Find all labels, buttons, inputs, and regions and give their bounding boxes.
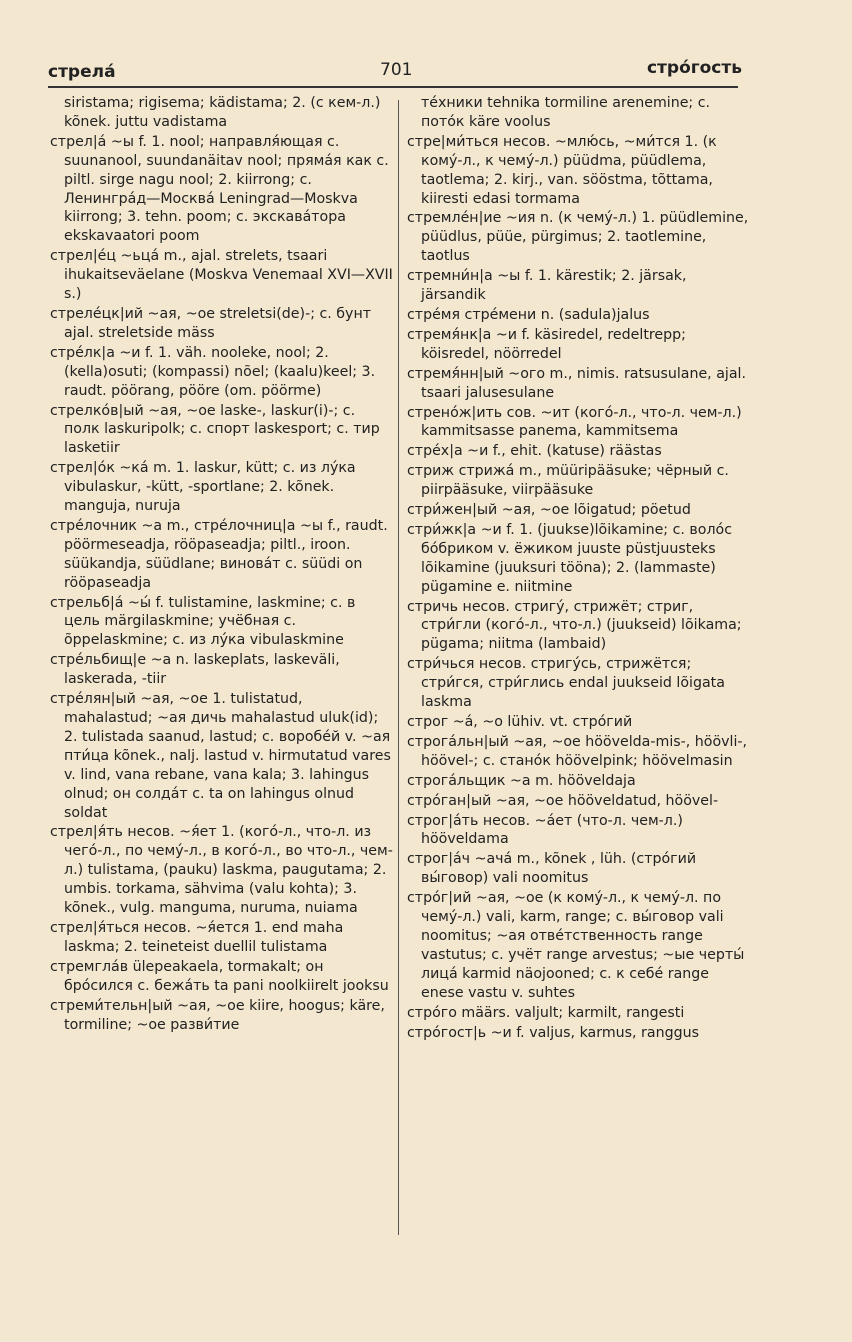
header-rule	[48, 86, 738, 88]
right-running-headword: стро́гость	[646, 58, 742, 78]
dictionary-entry: стрел|е́ц ~ьца́ m., ajal. strelets, tsaari ihukaitseväelane (Moskva Venemaal XVI—XVII s.)	[50, 248, 393, 303]
dictionary-entry: стрено́ж|ить сов. ~ит (кого́-л., что-л. чем-л.) kammitsasse panema, kammitsema	[407, 404, 742, 440]
page-number: 701	[380, 60, 413, 80]
dictionary-entry: стре́льбищ|е ~а n. laskeplats, laskeväli, laskerada, -tiir	[50, 652, 340, 688]
column-divider	[398, 100, 399, 1235]
dictionary-entry: стре́лочник ~а m., стре́лочниц|а ~ы f., raudt. pöörmeseadja, rööpaseadja; piltl., iroon. süükandja, süüdlane; винова́т с. süüdi on rööpaseadja	[50, 517, 388, 591]
left-running-headword: стрела́	[48, 62, 116, 82]
dictionary-entry: стремле́н|ие ~ия n. (к чему́-л.) 1. püüdlemine, püüdlus, püüe, pürgimus; 2. taotlemine, taotlus	[407, 210, 749, 265]
dictionary-entry: стро́ган|ый ~ая, ~ое hööveldatud, höövel-	[407, 792, 719, 809]
dictionary-entry: стремя́нк|а ~и f. käsiredel, redeltrepp; köisredel, nöörredel	[407, 326, 686, 362]
dictionary-entry: стро́гост|ь ~и f. valjus, karmus, ranggus	[407, 1024, 699, 1041]
dictionary-entry: строга́льн|ый ~ая, ~ое höövelda-mis-, höövli-, höövel-; с. стано́к höövelpink; höövelmasin	[407, 733, 748, 769]
page-header	[48, 58, 742, 88]
dictionary-entry: стре́х|а ~и f., ehit. (katuse) räästas	[407, 443, 662, 460]
dictionary-entry: стрел|а́ ~ы f. 1. nool; направля́ющая с. suunanool, suundanäitav nool; пряма́я как с. piltl. sirge nagu nool; 2. kiirrong; с. Ленингра́д—Москва́ Leningrad—Moskva kiirrong; 3. tehn. poom; с. экскава́тора ekskavaatori poom	[50, 133, 389, 245]
dictionary-entry: стрел|я́ться несов. ~я́ется 1. end maha laskma; 2. teineteist duellil tulistama	[50, 919, 344, 955]
dictionary-entry: стри́чься несов. стригу́сь, стрижётся; стри́гся, стри́глись endal juukseid lõigata laskma	[407, 656, 725, 711]
dictionary-entry: стричь несов. стригу́, стрижёт; стриг, стри́гли (кого́-л., что-л.) (juukseid) lõikama; pügama; niitma (lambaid)	[407, 598, 742, 653]
dictionary-entry: стрел|о́к ~ка́ m. 1. laskur, kütt; с. из лу́ка vibulaskur, -kütt, -sportlane; 2. kõnek. manguja, nuruja	[50, 460, 356, 515]
dictionary-entry: строга́льщик ~а m. hööveldaja	[407, 772, 636, 789]
dictionary-entry: стриж стрижа́ m., müüripääsuke; чёрный с. piirpääsuke, viirpääsuke	[407, 463, 729, 499]
dictionary-entry: стро́г|ий ~ая, ~ое (к кому́-л., к чему́-л. по чему́-л.) vali, karm, range; с. вы́говор vali noomitus; ~ая отве́тственность range vastutus; с. учёт range arvestus; ~ые черты́ лица́ karmid näojooned; с. к себе́ range enese vastu v. suhtes	[407, 890, 745, 1001]
dictionary-entry: стремни́н|а ~ы f. 1. kärestik; 2. järsak, järsandik	[407, 268, 687, 304]
dictionary-entry: стре́мя стре́мени n. (sadula)jalus	[407, 306, 650, 323]
dictionary-entry: стрелко́в|ый ~ая, ~ое laske-, laskur(i)-; с. полк laskuripolk; с. спорт laskesport; с. тир lasketiir	[50, 402, 380, 457]
dictionary-entry: стремгла́в ülepeakaela, tormakalt; он бро́сился с. бежа́ть ta pani noolkiirelt jooksu	[50, 958, 389, 994]
dictionary-entry: стри́жк|а ~и f. 1. (juukse)lõikamine; с. воло́с бо́бриком v. ёжиком juuste püstjuusteks lõikamine (juuksuri tööna); 2. (lammaste) pügamine e. niitmine	[407, 521, 733, 595]
dictionary-entry: стре́лян|ый ~ая, ~ое 1. tulistatud, mahalastud; ~ая дичь mahalastud uluk(id); 2. tulistada saanud, lastud; с. воробе́й v. ~ая пти́ца kõnek., nalj. lastud v. hirmutatud vares v. lind, vana rebane, vana kala; 3. lahingus olnud; он солда́т с. ta on lahingus olnud soldat	[50, 691, 391, 821]
dictionary-entry: siristama; rigisema; kädistama; 2. (с кем-л.) kõnek. juttu vadistama	[64, 95, 381, 130]
dictionary-entry: строг|а́ч ~ача́ m., kõnek , lüh. (стро́гий вы́говор) vali noomitus	[407, 851, 697, 887]
dictionary-entry: стре́лк|а ~и f. 1. väh. nooleke, nool; 2. (kella)osuti; (kompassi) nõel; (kaalu)keel; 3. raudt. pöörang, pööre (om. pöörme)	[50, 344, 376, 399]
dictionary-entry: строг ~а́, ~о lühiv. vt. стро́гий	[407, 714, 633, 730]
right-column	[407, 94, 749, 1043]
dictionary-entry: стреми́тельн|ый ~ая, ~ое kiire, hoogus; käre, tormiline; ~ое разви́тие	[50, 997, 385, 1033]
dictionary-entry: строг|а́ть несов. ~а́ет (что-л. чем-л.) hööveldama	[407, 812, 683, 848]
dictionary-entry: стрельб|а́ ~ы́ f. tulistamine, laskmine; с. в цель märgilaskmine; учёбная с. õppelaskmine; с. из лу́ка vibulaskmine	[50, 594, 356, 649]
dictionary-entry: стро́го määrs. valjult; karmilt, rangesti	[407, 1004, 685, 1021]
left-column	[50, 94, 395, 1035]
dictionary-entry: стремя́нн|ый ~ого m., nimis. ratsusulane, ajal. tsaari jalusesulane	[407, 365, 746, 401]
dictionary-entry: те́хники tehnika tormiline arenemine; с. пото́к käre voolus	[421, 95, 711, 130]
dictionary-entry: стреле́цк|ий ~ая, ~ое streletsi(de)-; с. бунт ajal. streletside mäss	[50, 305, 371, 341]
dictionary-entry: стрел|я́ть несов. ~я́ет 1. (кого́-л., что-л. из чего́-л., по чему́-л., в кого́-л., во что-л., чем-л.) tulistama, (pauku) laskma, paugutama; 2. umbis. torkama, sähvima (valu kohta); 3. kõnek., vulg. manguma, nuruma, nuiama	[50, 824, 393, 917]
dictionary-entry: стре|ми́ться несов. ~млю́сь, ~ми́тся 1. (к кому́-л., к чему́-л.) püüdma, püüdlema, taotlema; 2. kirj., van. sööstma, tõttama, kiiresti edasi tormama	[407, 133, 717, 207]
dictionary-entry: стри́жен|ый ~ая, ~ое lõigatud; pöetud	[407, 502, 691, 519]
